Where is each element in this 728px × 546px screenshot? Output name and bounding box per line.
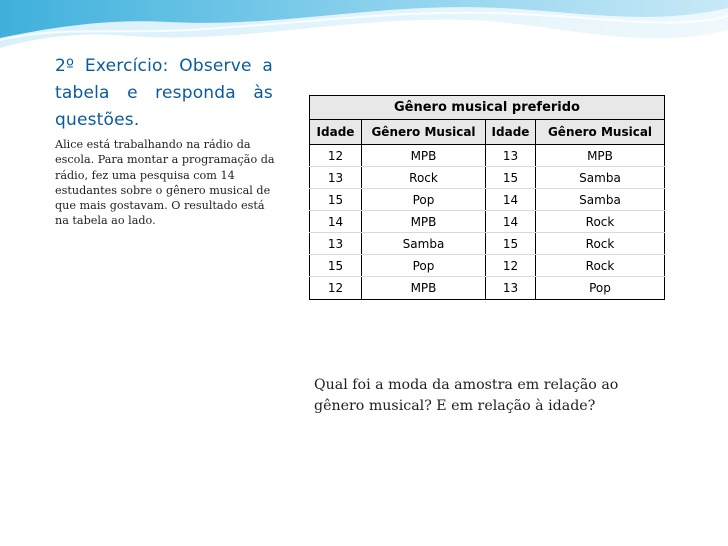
table-cell: 12 — [310, 145, 362, 167]
table-cell: Samba — [362, 233, 486, 255]
table-cell: 13 — [486, 277, 536, 300]
table-cell: Samba — [536, 189, 665, 211]
table-row — [310, 233, 665, 255]
column-header-genero-2: Gênero Musical — [536, 120, 665, 145]
table-cell: Rock — [536, 255, 665, 277]
table-cell: MPB — [536, 145, 665, 167]
table-caption: Gênero musical preferido — [310, 96, 665, 120]
table-row — [310, 145, 665, 167]
slide-title: 2º Exercício: Observe a tabela e responda às questões. — [55, 56, 273, 130]
table-cell: 15 — [310, 255, 362, 277]
table-cell: 13 — [310, 233, 362, 255]
table-cell: MPB — [362, 277, 486, 300]
table-cell: Rock — [536, 233, 665, 255]
column-header-idade-1: Idade — [310, 120, 362, 145]
table-cell: MPB — [362, 211, 486, 233]
table-cell: 14 — [486, 189, 536, 211]
table-cell: 13 — [310, 167, 362, 189]
table-cell: Samba — [536, 167, 665, 189]
table-row — [310, 211, 665, 233]
table-cell: Rock — [536, 211, 665, 233]
table-row — [310, 255, 665, 277]
table-cell: Rock — [362, 167, 486, 189]
question-text: Qual foi a moda da amostra em relação ao gênero musical? E em relação à idade? — [314, 377, 619, 414]
table-cell: 15 — [486, 167, 536, 189]
table-cell: 13 — [486, 145, 536, 167]
column-header-idade-2: Idade — [486, 120, 536, 145]
table-cell: Pop — [362, 189, 486, 211]
intro-text: Alice está trabalhando na rádio da escola. Para montar a programação da rádio, fez uma pesquisa com 14 estudantes sobre o gênero musical de que mais gostavam. O resultado está na tabela ao lado. — [55, 138, 275, 228]
column-header-genero-1: Gênero Musical — [362, 120, 486, 145]
table-cell: Pop — [536, 277, 665, 300]
table-cell: 14 — [310, 211, 362, 233]
table-cell: 12 — [310, 277, 362, 300]
table-cell: MPB — [362, 145, 486, 167]
table-row — [310, 277, 665, 300]
table-cell: 15 — [486, 233, 536, 255]
table-cell: 14 — [486, 211, 536, 233]
table-cell: Pop — [362, 255, 486, 277]
table-row — [310, 167, 665, 189]
music-genre-table — [309, 95, 665, 300]
table-row — [310, 189, 665, 211]
table-cell: 15 — [310, 189, 362, 211]
table-cell: 12 — [486, 255, 536, 277]
